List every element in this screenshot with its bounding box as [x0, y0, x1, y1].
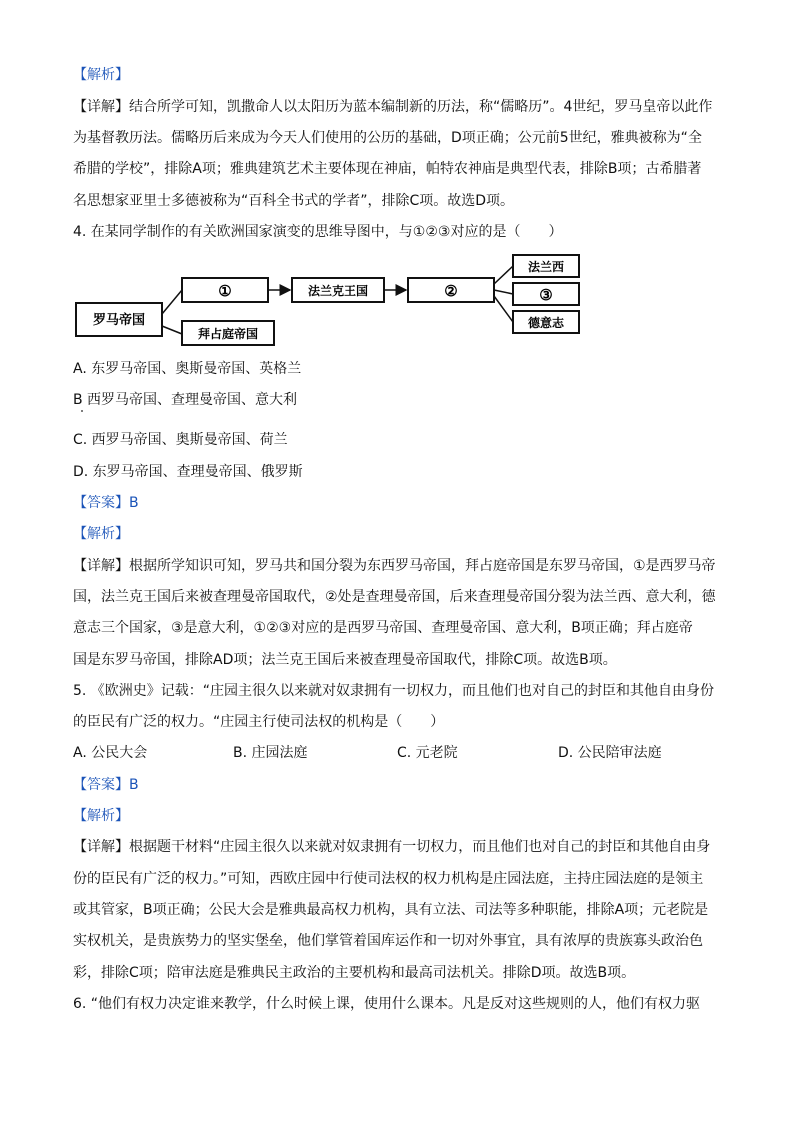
q4-answer: 【答案】B	[73, 495, 139, 511]
node-3-label: ③	[539, 286, 553, 304]
q4-question: 4. 在某同学制作的有关欧洲国家演变的思维导图中，与①②③对应的是（ ）	[73, 224, 563, 240]
q4-detail-line: 国是东罗马帝国，排除AD项；法兰克王国后来被查理曼帝国取代，排除C项。故选B项。	[73, 652, 617, 668]
q5-answer: 【答案】B	[73, 777, 139, 793]
q4-option-c: C. 西罗马帝国、奥斯曼帝国、荷兰	[73, 432, 288, 448]
q5-detail-line: 【详解】根据题干材料“庄园主很久以来就对奴隶拥有一切权力，而且他们也对自己的封臣和其他自由身	[73, 839, 711, 855]
node-germany-label: 德意志	[527, 316, 565, 330]
stray-dot	[81, 410, 83, 412]
q5-detail-line: 或其管家，B项正确；公民大会是雅典最高权力机构，具有立法、司法等多种职能，排除A项；元老院是	[73, 902, 709, 918]
q3-analysis-label: 【解析】	[73, 67, 129, 83]
q5-analysis-label: 【解析】	[73, 808, 129, 824]
q5-detail-line: 份的臣民有广泛的权力。”可知，西欧庄园中行使司法权的权力机构是庄园法庭，主持庄园法庭的是领主	[73, 871, 704, 887]
q4-detail-line: 国，法兰克王国后来被查理曼帝国取代，②处是查理曼帝国，后来查理曼帝国分裂为法兰西、意大利，德	[73, 589, 716, 605]
q5-option-a: A. 公民大会	[73, 745, 148, 761]
q3-detail-line: 【详解】结合所学可知，凯撒命人以太阳历为蓝本编制新的历法，称“儒略历”。4世纪，罗马皇帝以此作	[73, 99, 713, 115]
q5-detail-line: 实权机关，是贵族势力的坚实堡垒，他们掌管着国库运作和一切对外事宜，具有浓厚的贵族寡头政治色	[73, 933, 703, 949]
q3-detail-line: 希腊的学校”，排除A项；雅典建筑艺术主要体现在神庙，帕特农神庙是典型代表，排除B项；古希腊著	[73, 161, 702, 177]
q5-detail-line: 彩，排除C项；陪审法庭是雅典民主政治的主要机构和最高司法机关。排除D项。故选B项。	[73, 965, 636, 981]
q5-question-line: 5. 《欧洲史》记载：“庄园主很久以来就对奴隶拥有一切权力，而且他们也对自己的封臣和其他自由身份	[73, 683, 715, 699]
q4-option-a: A. 东罗马帝国、奥斯曼帝国、英格兰	[73, 361, 302, 377]
node-2-label: ②	[444, 282, 458, 300]
q5-option-c: C. 元老院	[397, 745, 458, 761]
q3-detail-line: 名思想家亚里士多德被称为“百科全书式的学者”，排除C项。故选D项。	[73, 193, 515, 209]
q5-option-b: B. 庄园法庭	[233, 745, 308, 761]
q4-detail-line: 意志三个国家，③是意大利，①②③对应的是西罗马帝国、查理曼帝国、意大利，B项正确；拜占庭帝	[73, 620, 693, 636]
q4-option-d: D. 东罗马帝国、查理曼帝国、俄罗斯	[73, 464, 303, 480]
node-roman-empire-label: 罗马帝国	[92, 313, 146, 328]
node-1-label: ①	[218, 282, 232, 300]
node-byzantine-label: 拜占庭帝国	[197, 327, 259, 341]
node-frankish-kingdom-label: 法兰克王国	[307, 284, 369, 298]
node-france-label: 法兰西	[527, 260, 565, 274]
q5-option-d: D. 公民陪审法庭	[558, 745, 662, 761]
q3-detail-line: 为基督教历法。儒略历后来成为今天人们使用的公历的基础，D项正确；公元前5世纪，雅典被称为“全	[73, 130, 702, 146]
q4-detail-line: 【详解】根据所学知识可知，罗马共和国分裂为东西罗马帝国，拜占庭帝国是东罗马帝国，①是西罗马帝	[73, 558, 716, 574]
q4-analysis-label: 【解析】	[73, 526, 129, 542]
q6-question: 6. “他们有权力决定谁来教学，什么时候上课，使用什么课本。凡是反对这些规则的人，他们有权力驱	[73, 996, 701, 1012]
q4-option-b: B 西罗马帝国、查理曼帝国、意大利	[73, 392, 298, 408]
q4-mind-map	[70, 250, 590, 350]
q5-question-line: 的臣民有广泛的权力。“庄园主行使司法权的机构是（ ）	[73, 714, 445, 730]
